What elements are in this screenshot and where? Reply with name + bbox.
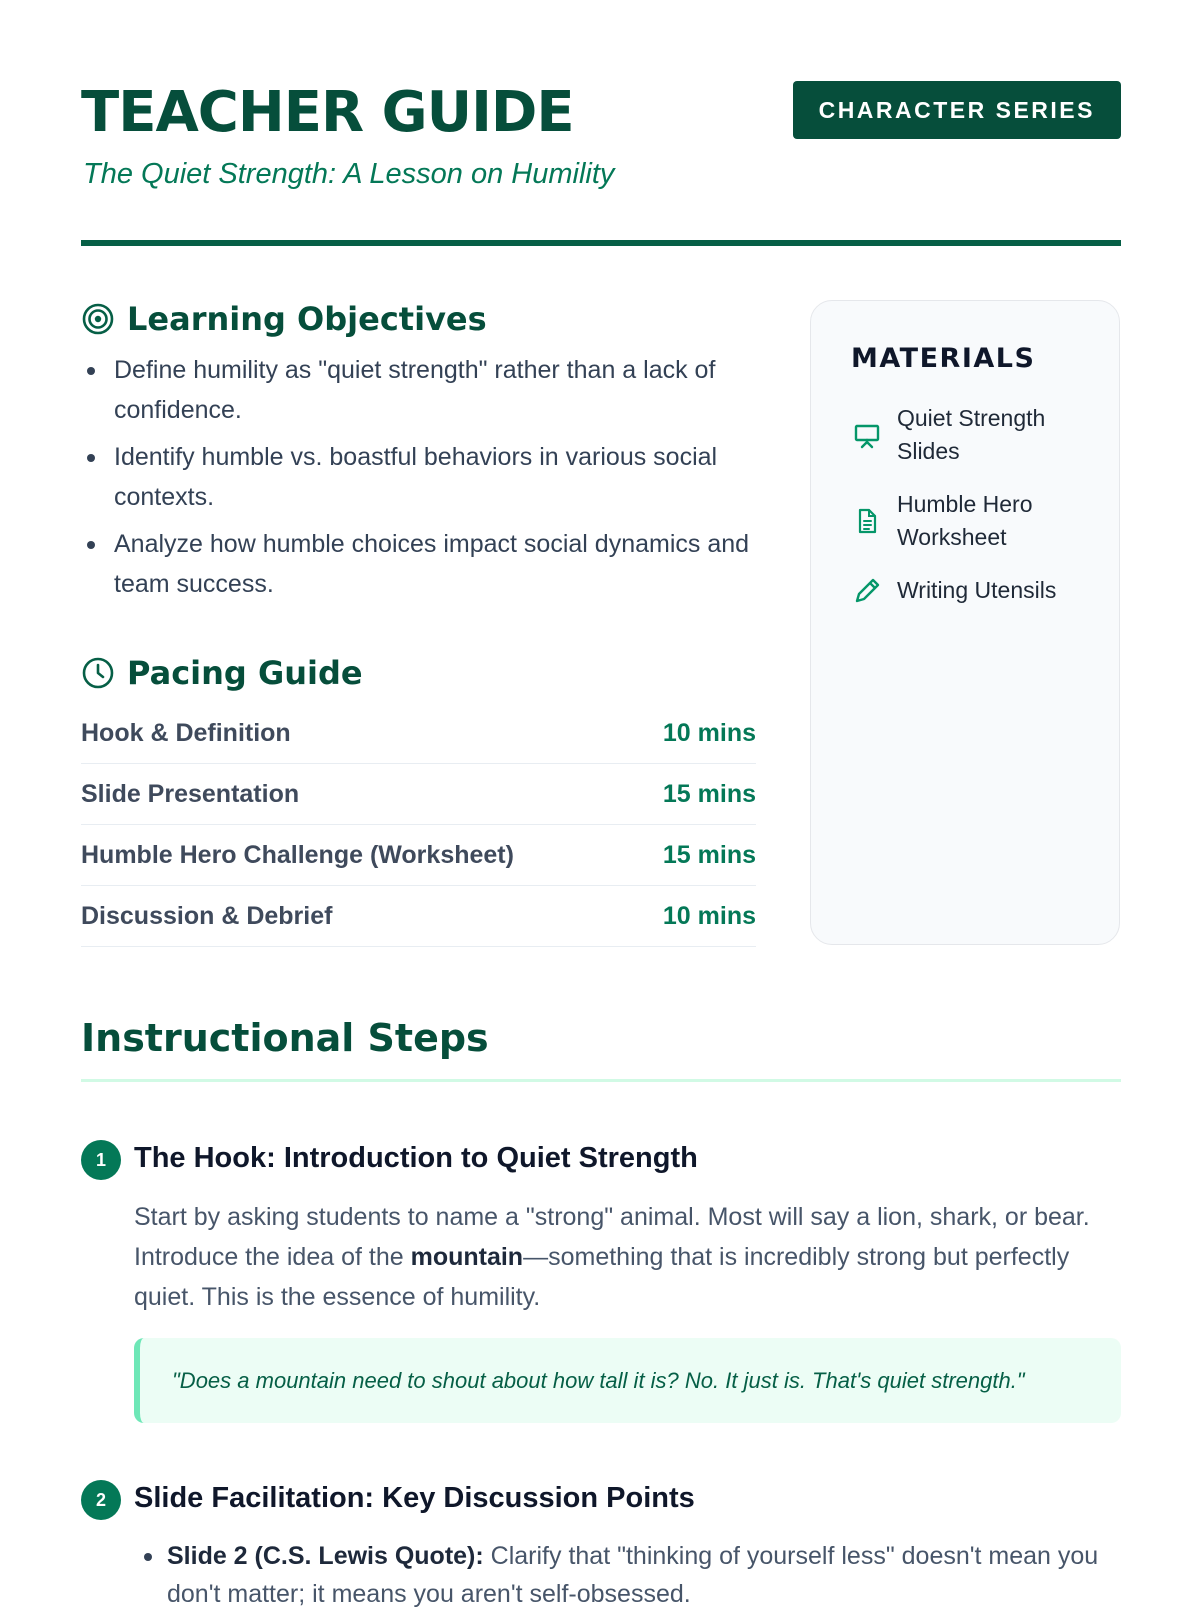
target-icon [81, 302, 115, 336]
pacing-duration: 10 mins [662, 901, 756, 930]
pacing-activity: Discussion & Debrief [81, 901, 333, 930]
pacing-table [81, 703, 756, 947]
pacing-duration: 15 mins [662, 779, 756, 808]
objective-item: Identify humble vs. boastful behaviors in various social contexts. [81, 437, 761, 517]
discussion-point [134, 1537, 1124, 1613]
character-series-badge: CHARACTER SERIES [793, 81, 1121, 139]
step-body-text: —something that is incredibly strong but perfectly quiet. This is the essence of humility. [134, 1243, 1070, 1311]
materials-card [810, 300, 1120, 945]
discussion-point-label: Slide 2 (C.S. Lewis Quote): [167, 1542, 484, 1570]
header-divider [81, 240, 1121, 246]
step-title: Slide Facilitation: Key Discussion Points [134, 1482, 695, 1514]
pacing-guide-heading [81, 654, 363, 692]
material-label: Humble Hero Worksheet [897, 491, 1033, 550]
step-body [134, 1197, 1094, 1317]
step-number-badge: 1 [81, 1140, 121, 1180]
instructional-steps-title: Instructional Steps [81, 1016, 489, 1060]
steps-divider [81, 1079, 1121, 1082]
pacing-duration: 15 mins [662, 840, 756, 869]
discussion-points-list [134, 1537, 1124, 1613]
learning-objectives-heading [81, 300, 487, 338]
pacing-duration: 10 mins [662, 718, 756, 747]
step-title: The Hook: Introduction to Quiet Strength [134, 1142, 698, 1174]
material-label: Writing Utensils [897, 577, 1057, 603]
guide-header [81, 72, 1121, 252]
lesson-subtitle: The Quiet Strength: A Lesson on Humility [83, 158, 615, 190]
pencil-icon [851, 575, 883, 607]
page-title: TEACHER GUIDE [81, 80, 574, 145]
pacing-row [81, 825, 756, 886]
step-body-emphasis: mountain [410, 1243, 524, 1271]
objective-item: Analyze how humble choices impact social dynamics and team success. [81, 524, 761, 604]
step-body-text: Start by asking students to name a "strong" animal. Most will say a lion, shark, or bear. Introduce the idea of the [134, 1203, 1090, 1271]
material-item [851, 402, 1079, 468]
material-item [851, 488, 1079, 554]
pacing-row [81, 703, 756, 764]
pacing-row [81, 886, 756, 947]
teacher-quote-callout: "Does a mountain need to shout about how tall it is? No. It just is. That's quiet strength." [134, 1338, 1121, 1423]
step-number-badge: 2 [81, 1480, 121, 1520]
document-icon [851, 507, 883, 535]
objectives-list [81, 350, 761, 611]
pacing-activity: Humble Hero Challenge (Worksheet) [81, 840, 514, 869]
materials-title: MATERIALS [851, 343, 1036, 374]
pacing-activity: Slide Presentation [81, 779, 300, 808]
presentation-icon [851, 421, 883, 449]
learning-objectives-title: Learning Objectives [127, 300, 487, 338]
clock-icon [81, 656, 115, 690]
pacing-activity: Hook & Definition [81, 718, 291, 747]
discussion-point-text: Clarify that "thinking of yourself less" doesn't mean you don't matter; it means you aren't self-obsessed. [167, 1542, 1099, 1608]
pacing-row [81, 764, 756, 825]
material-label: Quiet Strength Slides [897, 405, 1046, 464]
objective-item: Define humility as "quiet strength" rather than a lack of confidence. [81, 350, 761, 430]
pacing-guide-title: Pacing Guide [127, 654, 363, 692]
material-item [851, 574, 1079, 607]
